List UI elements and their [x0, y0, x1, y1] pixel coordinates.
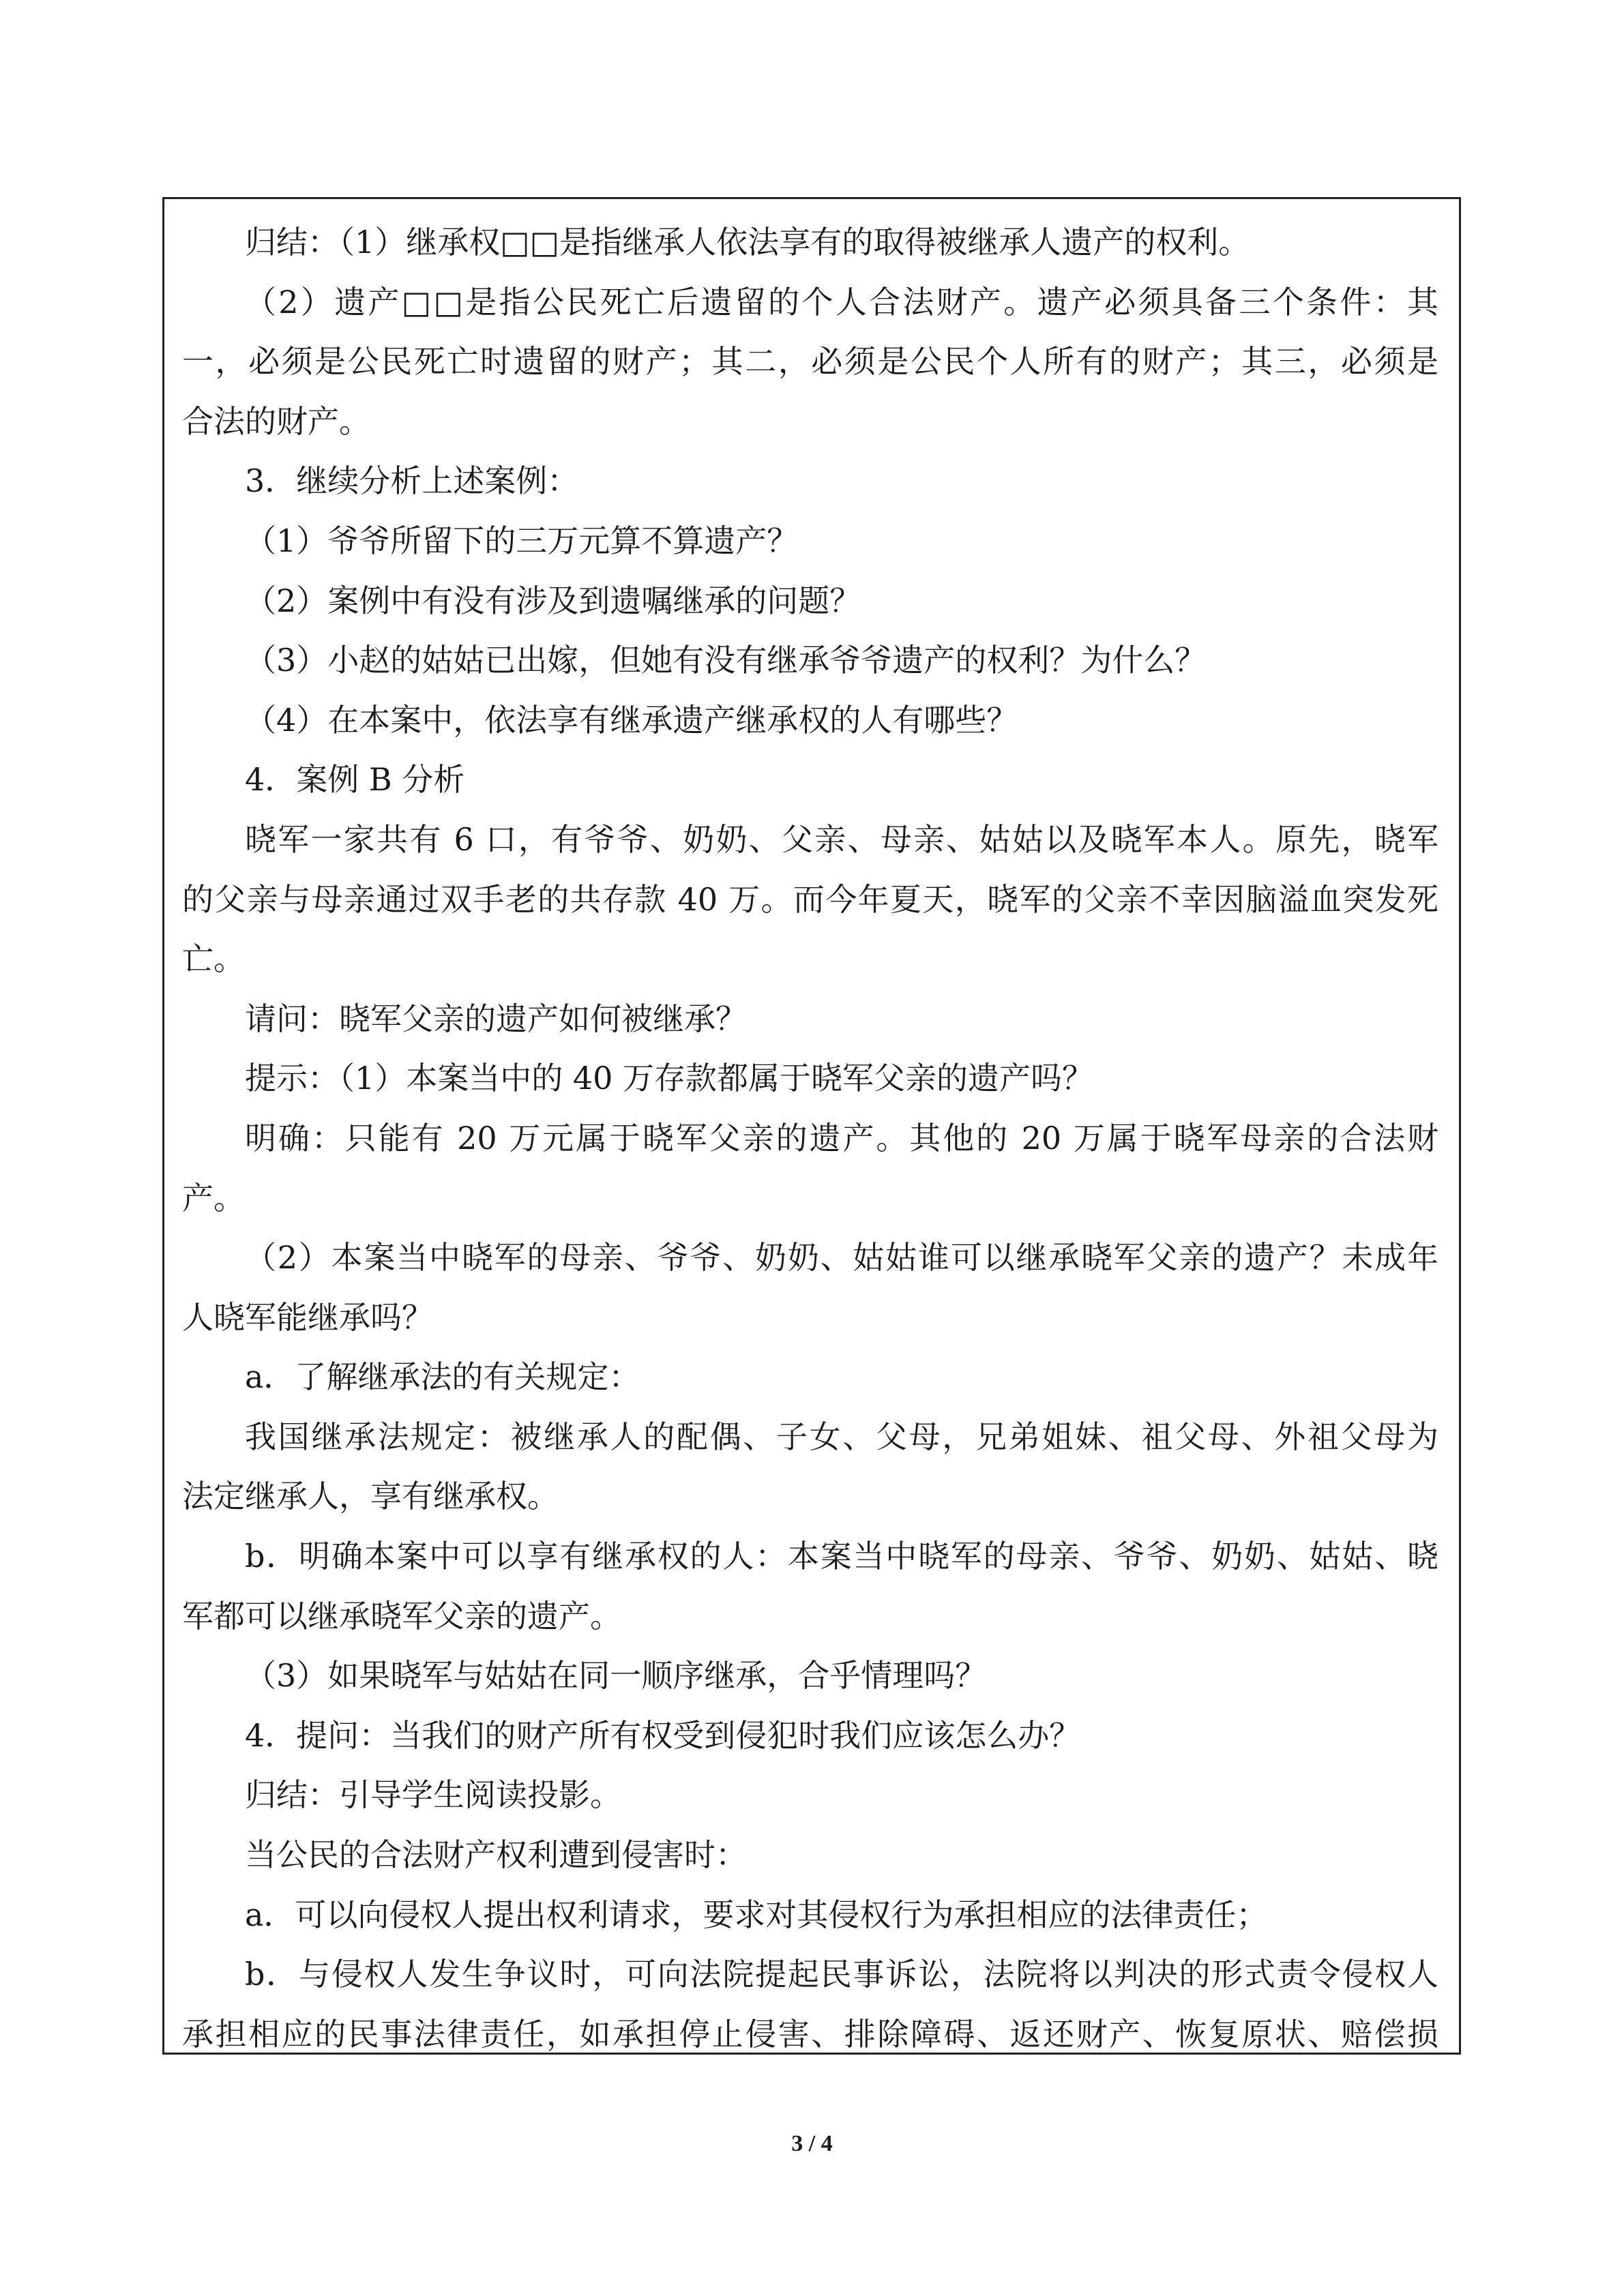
- text-line: 我国继承法规定：被继承人的配偶、子女、父母，兄弟姐妹、祖父母、外祖父母为: [245, 1418, 1438, 1455]
- text-line: 一，必须是公民死亡时遗留的财产；其二，必须是公民个人所有的财产；其三，必须是: [182, 343, 1438, 381]
- text-line: 4．提问：当我们的财产所有权受到侵犯时我们应该怎么办？: [245, 1716, 1081, 1754]
- content-frame: [162, 197, 1461, 2055]
- text-line: 产。: [182, 1179, 245, 1217]
- text-line: b．明确本案中可以享有继承权的人：本案当中晓军的母亲、爷爷、奶奶、姑姑、晓: [245, 1538, 1438, 1575]
- text-line: 人晓军能继承吗？: [182, 1298, 433, 1336]
- text-line: （2）本案当中晓军的母亲、爷爷、奶奶、姑姑谁可以继承晓军父亲的遗产？未成年: [245, 1239, 1438, 1277]
- text-line: （2）案例中有没有涉及到遗嘱继承的问题？: [245, 582, 861, 619]
- text-line: （2）遗产□□是指公民死亡后遗留的个人合法财产。遗产必须具备三个条件：其: [245, 283, 1438, 320]
- text-line: 3．继续分析上述案例：: [245, 462, 579, 500]
- text-line: a．了解继承法的有关规定：: [245, 1358, 640, 1396]
- text-line: 明确：只能有 20 万元属于晓军父亲的遗产。其他的 20 万属于晓军母亲的合法财: [245, 1119, 1438, 1157]
- text-line: 提示：（1）本案当中的 40 万存款都属于晓军父亲的遗产吗？: [245, 1060, 1094, 1097]
- text-line: （4）在本案中，依法享有继承遗产继承权的人有哪些？: [245, 701, 1018, 739]
- text-line: （3）小赵的姑姑已出嫁，但她有没有继承爷爷遗产的权利？为什么？: [245, 642, 1207, 679]
- text-line: 亡。: [182, 940, 245, 978]
- text-line: b．与侵权人发生争议时，可向法院提起民事诉讼，法院将以判决的形式责令侵权人: [245, 1956, 1438, 1993]
- text-line: 当公民的合法财产权利遭到侵害时：: [245, 1836, 747, 1874]
- text-line: 4．案例 B 分析: [245, 761, 465, 799]
- text-line: a．可以向侵权人提出权利请求，要求对其侵权行为承担相应的法律责任；: [245, 1896, 1268, 1933]
- text-line: （1）爷爷所留下的三万元算不算遗产？: [245, 522, 799, 559]
- text-line: 承担相应的民事法律责任，如承担停止侵害、排除障碍、返还财产、恢复原状、赔偿损: [182, 2015, 1438, 2053]
- text-line: 归结：（1）继承权□□是指继承人依法享有的取得被继承人遗产的权利。: [245, 224, 1250, 260]
- text-line: （3）如果晓军与姑姑在同一顺序继承，合乎情理吗？: [245, 1657, 987, 1695]
- text-line: 军都可以继承晓军父亲的遗产。: [182, 1597, 621, 1635]
- text-line: 晓军一家共有 6 口，有爷爷、奶奶、父亲、母亲、姑姑以及晓军本人。原先，晓军: [245, 820, 1438, 858]
- text-line: 请问：晓军父亲的遗产如何被继承？: [245, 1000, 747, 1037]
- text-line: 法定继承人，享有继承权。: [182, 1478, 559, 1515]
- text-line: 的父亲与母亲通过双手老的共存款 40 万。而今年夏天，晓军的父亲不幸因脑溢血突发死: [182, 880, 1438, 918]
- text-line: 归结：引导学生阅读投影。: [245, 1776, 621, 1814]
- page-number: 3 / 4: [791, 2131, 833, 2156]
- text-line: 合法的财产。: [182, 402, 370, 440]
